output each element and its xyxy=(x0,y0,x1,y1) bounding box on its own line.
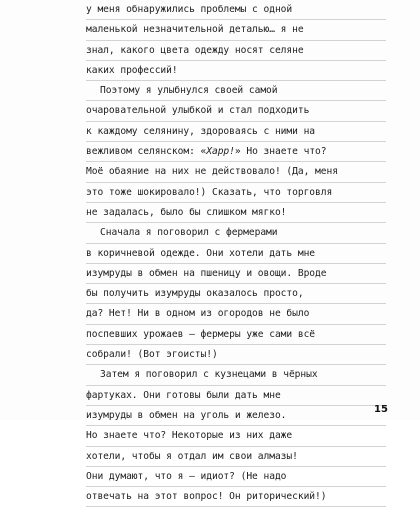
text-line xyxy=(86,61,386,81)
text-line-content: маленькой незначительной деталью… я не xyxy=(86,24,304,36)
text-line-content: Они думают, что я — идиот? (Не надо xyxy=(86,470,287,482)
text-line-content: изумруды в обмен на пшеницу и овощи. Вроде xyxy=(86,267,327,279)
text-line xyxy=(86,345,386,365)
text-line-content: поспевших урожаев — фермеры уже сами всё xyxy=(86,328,316,340)
text-line-content: хотели, чтобы я отдал им свои алмазы! xyxy=(86,450,298,462)
text-line-content: вежливом селянском: «Харр!» Но знаете что? xyxy=(86,146,327,158)
text-line-content: Моё обаяние на них не действовало! (Да, меня xyxy=(86,166,338,178)
text-line-content: у меня обнаружились проблемы с одной xyxy=(86,4,293,15)
text-line-content: изумруды в обмен на уголь и железо. xyxy=(86,409,287,421)
text-line xyxy=(86,406,386,426)
text-line xyxy=(86,223,386,243)
text-line xyxy=(86,183,386,203)
text-line-content: да? Нет! Ни в одном из огородов не было xyxy=(86,308,310,320)
text-line xyxy=(86,325,386,345)
text-line-content: Но знаете что? Некоторые из них даже xyxy=(86,430,293,442)
text-line-content: не задалась, было бы слишком мягко! xyxy=(86,206,287,218)
text-line-content: Поэтому я улыбнулся своей самой xyxy=(100,85,278,97)
text-line xyxy=(86,284,386,304)
text-line-content: отвечать на этот вопрос! Он риторический!) xyxy=(86,491,327,503)
text-line xyxy=(86,41,386,61)
text-line-content: знал, какого цвета одежду носят селяне xyxy=(86,44,304,56)
text-line xyxy=(86,487,386,507)
text-line-content: собрали! (Вот эгоисты!) xyxy=(86,349,218,361)
text-line xyxy=(86,386,386,406)
text-line xyxy=(86,162,386,182)
text-line xyxy=(86,81,386,101)
text-line xyxy=(86,0,386,20)
text-line-content: фартуках. Они готовы были дать мне xyxy=(86,389,281,401)
text-line xyxy=(86,447,386,467)
text-line xyxy=(86,142,386,162)
text-line-content: в коричневой одежде. Они хотели дать мне xyxy=(86,247,316,259)
text-line xyxy=(86,467,386,487)
text-line xyxy=(86,203,386,223)
page-number: 15 xyxy=(374,404,388,415)
text-line xyxy=(86,122,386,142)
text-line-content: к каждому селянину, здороваясь с ними на xyxy=(86,125,316,137)
text-line-content: бы получить изумруды оказалось просто, xyxy=(86,288,304,300)
text-line xyxy=(86,365,386,385)
text-line xyxy=(86,426,386,446)
text-line xyxy=(86,244,386,264)
text-line-content: Затем я поговорил с кузнецами в чёрных xyxy=(100,369,318,381)
text-line xyxy=(86,264,386,284)
text-line-content: каких профессий! xyxy=(86,64,178,76)
text-line-content: Сначала я поговорил с фермерами xyxy=(100,227,278,239)
text-line-content: это тоже шокировало!) Сказать, что торговля xyxy=(86,186,333,198)
text-line xyxy=(86,101,386,121)
text-line-content: очаровательной улыбкой и стал подходить xyxy=(86,105,310,117)
text-line xyxy=(86,20,386,40)
text-block xyxy=(86,0,386,507)
text-line xyxy=(86,304,386,324)
